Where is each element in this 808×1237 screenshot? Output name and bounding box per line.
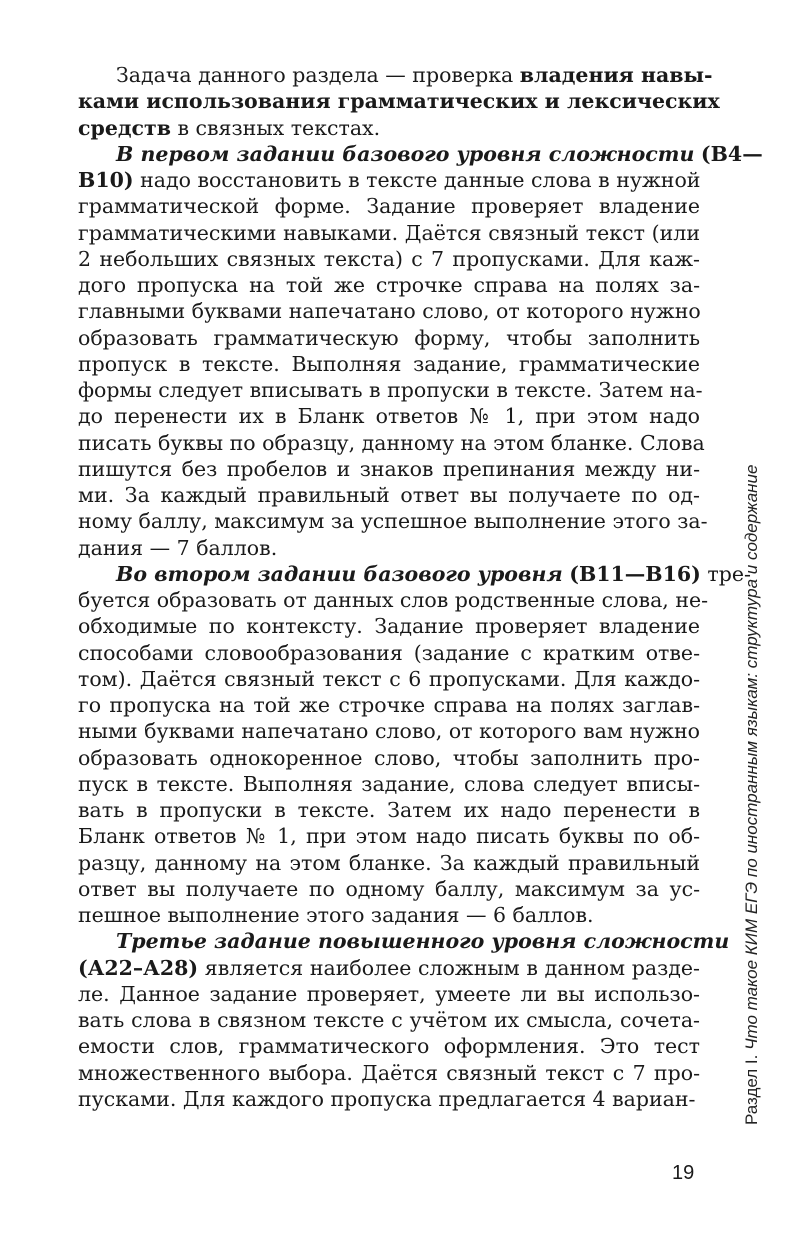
bold-text: средств [78,115,171,140]
text-run: ными буквами напечатано слово, от которого вам нужно [78,719,700,744]
text-line [78,456,700,482]
emphasis-text: В первом задании базового уровня сложности [116,141,695,166]
text-run: Задача данного раздела — проверка [116,63,520,87]
text-line [78,1060,700,1086]
text-line [78,377,703,403]
text-run: тре- [700,561,751,586]
text-line [78,88,720,114]
text-line [78,508,708,534]
text-run: главными буквами напечатано слово, от которого нужно [78,299,701,324]
text-line [78,876,700,902]
text-line [78,718,700,744]
bold-text: В10) [78,168,134,192]
text-line [78,325,700,351]
text-run: формы следует вписывать в пропуски в тексте. Затем на- [78,378,703,402]
text-line [78,823,700,849]
text-line [78,745,700,771]
text-run: буется образовать от данных слов родственные слова, не- [78,588,709,612]
text-line [78,403,700,429]
text-run: обходимые по контексту. Задание проверяет владение [78,614,700,639]
text-run: грамматическими навыками. Даётся связный текст (или [78,220,700,245]
text-run: множественного выбора. Даётся связный текст с 7 про- [78,1060,700,1085]
text-line [78,955,700,981]
text-line [78,272,700,298]
text-run: ми. За каждый правильный ответ вы получаете по од- [78,483,700,507]
text-run: до перенести их в Бланк ответов № 1, при этом надо [78,404,700,429]
text-run: является наиболее сложным в данном разде- [198,955,700,980]
running-header-side [742,435,762,1125]
text-line [78,928,730,954]
text-line [78,850,700,876]
text-run: вать слова в связном тексте с учётом их смысла, сочета- [78,1008,700,1032]
text-line [78,666,700,692]
text-line [78,193,700,219]
paragraph [78,928,730,1112]
text-run: грамматической форме. Задание проверяет владение [78,194,700,219]
text-run: пропуск в тексте. Выполняя задание, грамматические [78,351,700,376]
emphasis-text: Третье задание повышенного уровня сложности [116,929,730,954]
text-line [78,561,751,587]
text-run: образовать грамматическую форму, чтобы заполнить [78,325,700,350]
text-line [78,141,763,167]
side-section-title: Что такое КИМ ЕГЭ по иностранным языкам: структура и содержание [742,464,761,1055]
text-run: пешное выполнение этого задания — 6 баллов. [78,903,594,927]
text-run: ному баллу, максимум за успешное выполнение этого за- [78,509,708,534]
text-run: 2 небольших связных текста) с 7 пропусками. Для каж- [78,246,700,271]
text-line [78,640,700,666]
text-line [78,1086,700,1112]
emphasis-text: Во втором задании базового уровня [116,561,563,586]
paragraph [78,561,751,929]
text-run: Бланк ответов № 1, при этом надо писать буквы по об- [78,824,700,849]
text-run: ле. Данное задание проверяет, умеете ли вы использо- [78,981,700,1006]
side-section-label: Раздел I. [742,1054,761,1125]
text-line [78,981,700,1007]
text-line [78,587,709,613]
text-run: том). Даётся связный текст с 6 пропусками. Для каждо- [78,666,700,691]
text-line [78,167,700,193]
text-line [78,246,700,272]
bold-text: ками использования грамматических и лексических [78,89,720,114]
text-run: пишутся без пробелов и знаков препинания между ни- [78,456,700,481]
bold-text: (В4— [700,141,763,166]
text-run: вать в пропуски в тексте. Затем их надо перенести в [78,798,700,822]
paragraph [78,62,720,141]
text-line [78,1007,700,1033]
text-line [78,220,700,246]
page-number: 19 [672,1162,695,1184]
bold-text: (В11—В16) [569,561,701,586]
text-run: го пропуска на той же строчке справа на полях заглав- [78,693,700,717]
text-line [78,430,705,456]
text-line [78,613,700,639]
bold-text: (А22–А28) [78,955,199,980]
text-line [78,115,700,141]
bold-text: владения навы- [519,63,713,87]
text-run: емости слов, грамматического оформления. Это тест [78,1034,700,1059]
text-line [78,902,700,928]
paragraph [78,141,763,561]
text-run: дого пропуска на той же строчке справа на полях за- [78,273,700,297]
text-run: ответ вы получаете по одному баллу, максимум за ус- [78,876,700,901]
text-run: писать буквы по образцу, данному на этом бланке. Слова [78,430,705,455]
text-line [78,771,700,797]
text-run: разцу, данному на этом бланке. За каждый правильный [78,850,700,875]
text-run: пусками. Для каждого пропуска предлагается 4 вариан- [78,1086,696,1111]
text-run: пуск в тексте. Выполняя задание, слова следует вписы- [78,771,700,796]
text-run: дания — 7 баллов. [78,535,278,560]
text-line [78,351,700,377]
text-line [78,62,713,88]
text-line [78,535,700,561]
text-line [78,482,700,508]
text-line [78,797,700,823]
text-run: способами словообразования (задание с кратким отве- [78,640,700,665]
text-run: в связных текстах. [170,115,381,140]
text-run: надо восстановить в тексте данные слова в нужной [133,168,701,192]
text-line [78,1033,700,1059]
text-run: образовать однокоренное слово, чтобы заполнить про- [78,745,700,770]
text-line [78,692,700,718]
text-line [78,298,700,324]
